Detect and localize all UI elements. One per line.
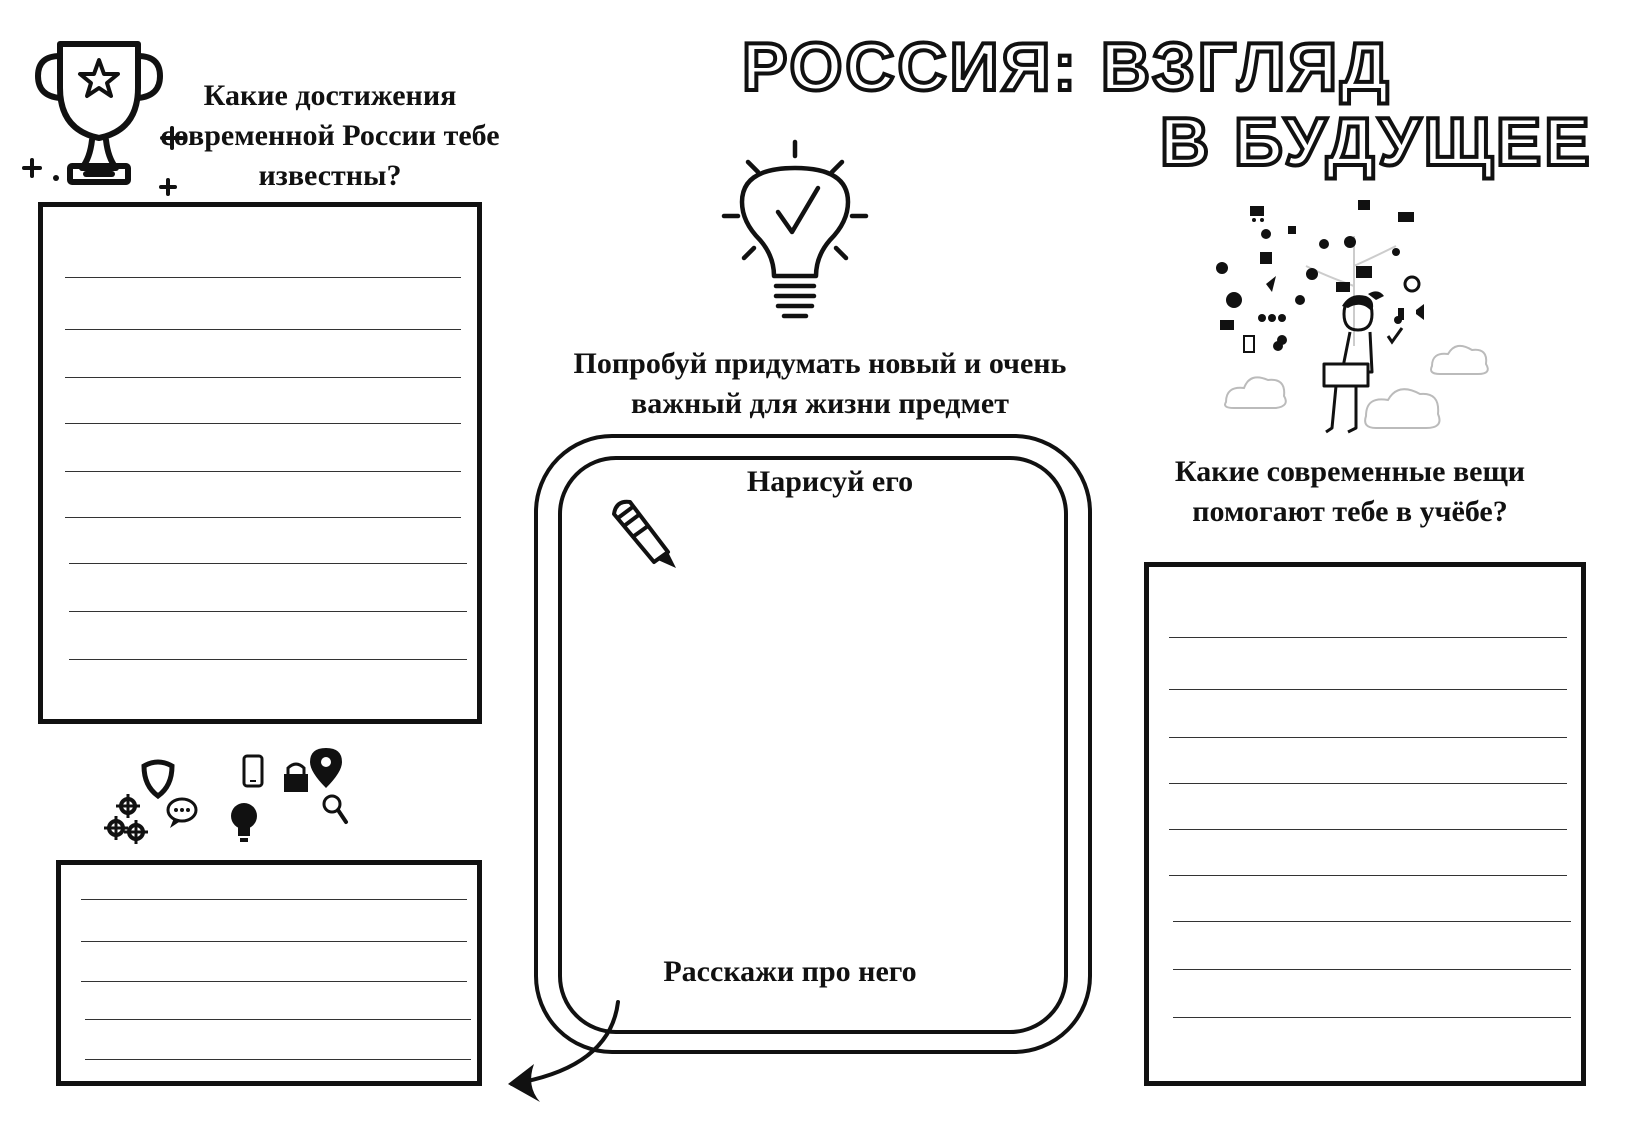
pencil-icon bbox=[606, 492, 686, 572]
left-bottom-answer-box[interactable] bbox=[56, 860, 482, 1086]
tell-label: Расскажи про него bbox=[663, 955, 917, 988]
lightbulb-check-icon bbox=[720, 140, 870, 325]
chat-bubble-icon bbox=[168, 799, 196, 828]
title-line-2: В БУДУЩЕЕ bbox=[1160, 104, 1593, 180]
man-laptop-network-icon bbox=[1216, 196, 1506, 452]
curved-arrow-icon bbox=[500, 998, 630, 1108]
tech-icons-cluster bbox=[100, 748, 380, 858]
draw-label: Нарисуй его bbox=[746, 465, 914, 498]
lightbulb-icon bbox=[231, 803, 257, 842]
center-prompt: Попробуй придумать новый и очень важный для жизни предмет bbox=[573, 347, 1067, 420]
left-question: Какие достижения современной России тебе известны? bbox=[160, 79, 500, 192]
right-answer-box[interactable] bbox=[1144, 562, 1586, 1086]
lock-icon bbox=[284, 764, 308, 792]
magnifier-icon bbox=[324, 796, 346, 822]
right-question: Какие современные вещи помогают тебе в учёбе? bbox=[1174, 455, 1526, 528]
left-answer-box[interactable] bbox=[38, 202, 482, 724]
title-line-1: РОССИЯ: ВЗГЛЯД bbox=[742, 29, 1392, 105]
map-pin-icon bbox=[310, 748, 342, 788]
shield-icon bbox=[144, 762, 172, 796]
